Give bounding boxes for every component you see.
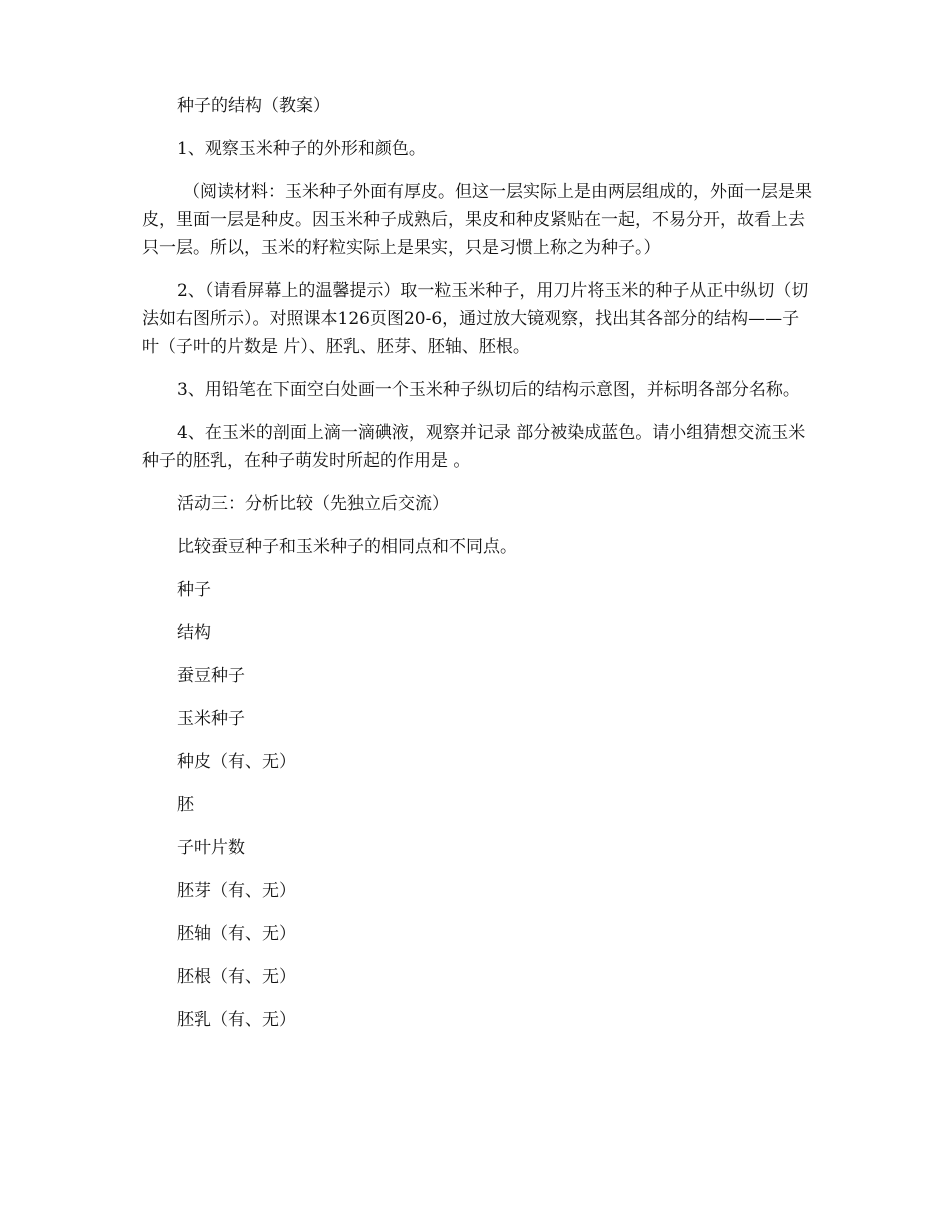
activity-3-heading: 活动三：分析比较（先独立后交流） xyxy=(177,494,449,514)
table-cell-structure: 结构 xyxy=(177,623,211,643)
step-4-paragraph: 4、在玉米的剖面上滴一滴碘液，观察并记录 部分被染成蓝色。请小组猜想交流玉米种子的胚乳，在种子萌发时所起的作用是 。 xyxy=(142,423,806,471)
table-cell-embryo: 胚 xyxy=(177,795,194,815)
document-title: 种子的结构（教案） xyxy=(177,96,330,116)
table-cell-radicle: 胚根（有、无） xyxy=(177,967,296,987)
step-2-paragraph: 2、（请看屏幕上的温馨提示）取一粒玉米种子，用刀片将玉米的种子从正中纵切（切法如右图所示）。对照课本126页图20-6，通过放大镜观察，找出其各部分的结构——子叶（子叶的片数是 片）、胚乳、胚芽、胚轴、胚根。 xyxy=(142,281,809,357)
table-cell-seed: 种子 xyxy=(177,580,211,600)
reading-material-paragraph: （阅读材料：玉米种子外面有厚皮。但这一层实际上是由两层组成的，外面一层是果皮，里面一层是种皮。因玉米种子成熟后，果皮和种皮紧贴在一起，不易分开，故看上去只一层。所以，玉米的籽粒实际上是果实，只是习惯上称之为种子。） xyxy=(142,182,812,258)
document-body xyxy=(142,92,812,1049)
table-cell-cotyledon-count: 子叶片数 xyxy=(177,838,245,858)
table-cell-endosperm: 胚乳（有、无） xyxy=(177,1010,296,1030)
step-3-paragraph: 3、用铅笔在下面空白处画一个玉米种子纵切后的结构示意图，并标明各部分名称。 xyxy=(177,380,800,400)
table-cell-hypocotyl: 胚轴（有、无） xyxy=(177,924,296,944)
compare-intro: 比较蚕豆种子和玉米种子的相同点和不同点。 xyxy=(177,537,517,557)
table-cell-broad-bean-seed: 蚕豆种子 xyxy=(177,666,245,686)
comparison-table-cells xyxy=(142,576,812,1034)
table-cell-seed-coat: 种皮（有、无） xyxy=(177,752,296,772)
table-cell-plumule: 胚芽（有、无） xyxy=(177,881,296,901)
table-cell-corn-seed: 玉米种子 xyxy=(177,709,245,729)
step-1-paragraph: 1、观察玉米种子的外形和颜色。 xyxy=(177,139,426,159)
